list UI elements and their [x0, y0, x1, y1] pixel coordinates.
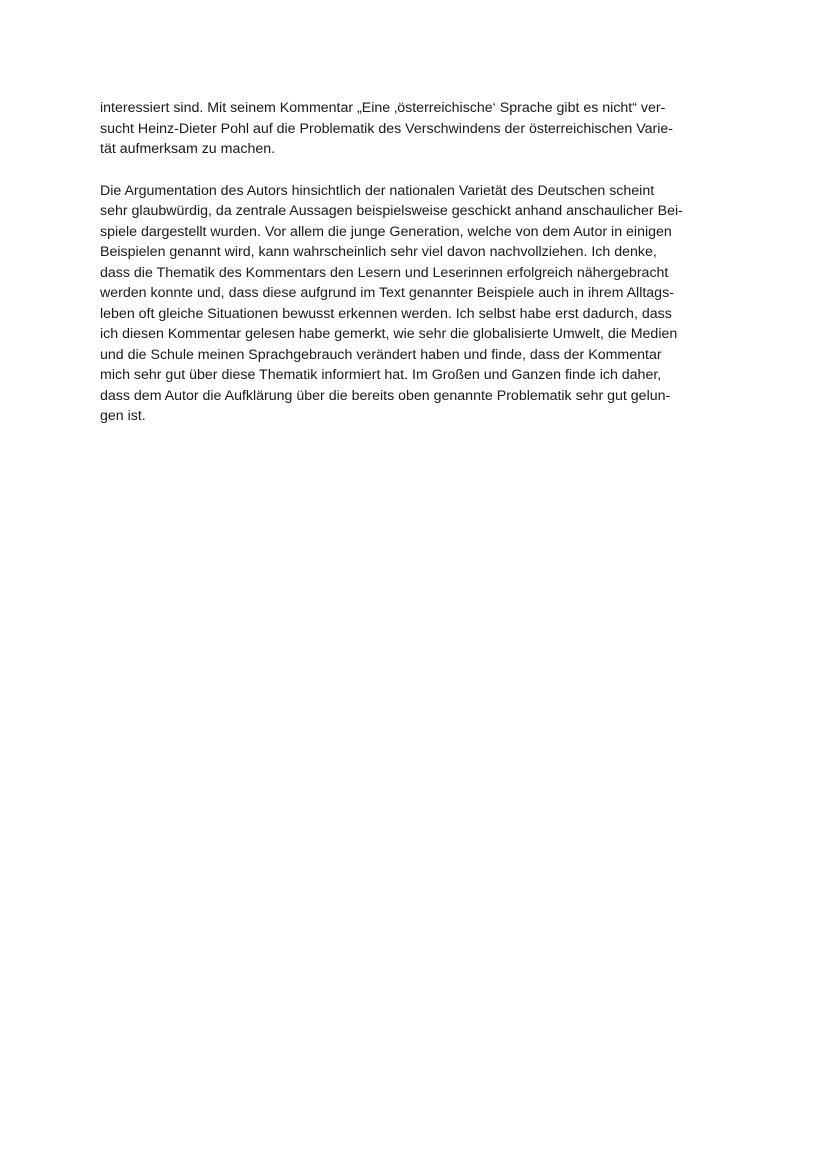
- paragraph-spacer: [100, 160, 740, 181]
- document-body: [100, 98, 740, 427]
- text-line: tät aufmerksam zu machen.: [100, 141, 276, 157]
- text-line: interessiert sind. Mit seinem Kommentar „Eine ‚österreichische‘ Sprache gibt es nicht“ ver-: [100, 100, 666, 116]
- text-line: Die Argumentation des Autors hinsichtlich der nationalen Varietät des Deutschen scheint: [100, 182, 655, 199]
- text-line: gen ist.: [100, 408, 146, 424]
- text-line: spiele dargestellt wurden. Vor allem die junge Generation, welche von dem Autor in einigen: [100, 223, 672, 240]
- text-line: sucht Heinz-Dieter Pohl auf die Problematik des Verschwindens der österreichischen Varie-: [100, 120, 674, 137]
- text-line: und die Schule meinen Sprachgebrauch verändert haben und finde, dass der Kommentar: [100, 346, 662, 363]
- text-line: dass dem Autor die Aufklärung über die bereits oben genannte Problematik sehr gut gelun-: [100, 387, 671, 404]
- text-line: leben oft gleiche Situationen bewusst erkennen werden. Ich selbst habe erst dadurch, dass: [100, 305, 672, 322]
- paragraph-1: [100, 98, 740, 160]
- text-line: werden konnte und, dass diese aufgrund im Text genannter Beispiele auch in ihrem Alltags-: [100, 285, 674, 301]
- paragraph-2: [100, 181, 740, 427]
- text-line: dass die Thematik des Kommentars den Lesern und Leserinnen erfolgreich nähergebracht: [100, 264, 669, 281]
- text-line: sehr glaubwürdig, da zentrale Aussagen beispielsweise geschickt anhand anschaulicher Bei-: [100, 203, 683, 219]
- text-line: Beispielen genannt wird, kann wahrscheinlich sehr viel davon nachvollziehen. Ich denke,: [100, 244, 657, 260]
- text-line: mich sehr gut über diese Thematik informiert hat. Im Großen und Ganzen finde ich daher,: [100, 367, 662, 383]
- text-line: ich diesen Kommentar gelesen habe gemerkt, wie sehr die globalisierte Umwelt, die Medien: [100, 326, 678, 342]
